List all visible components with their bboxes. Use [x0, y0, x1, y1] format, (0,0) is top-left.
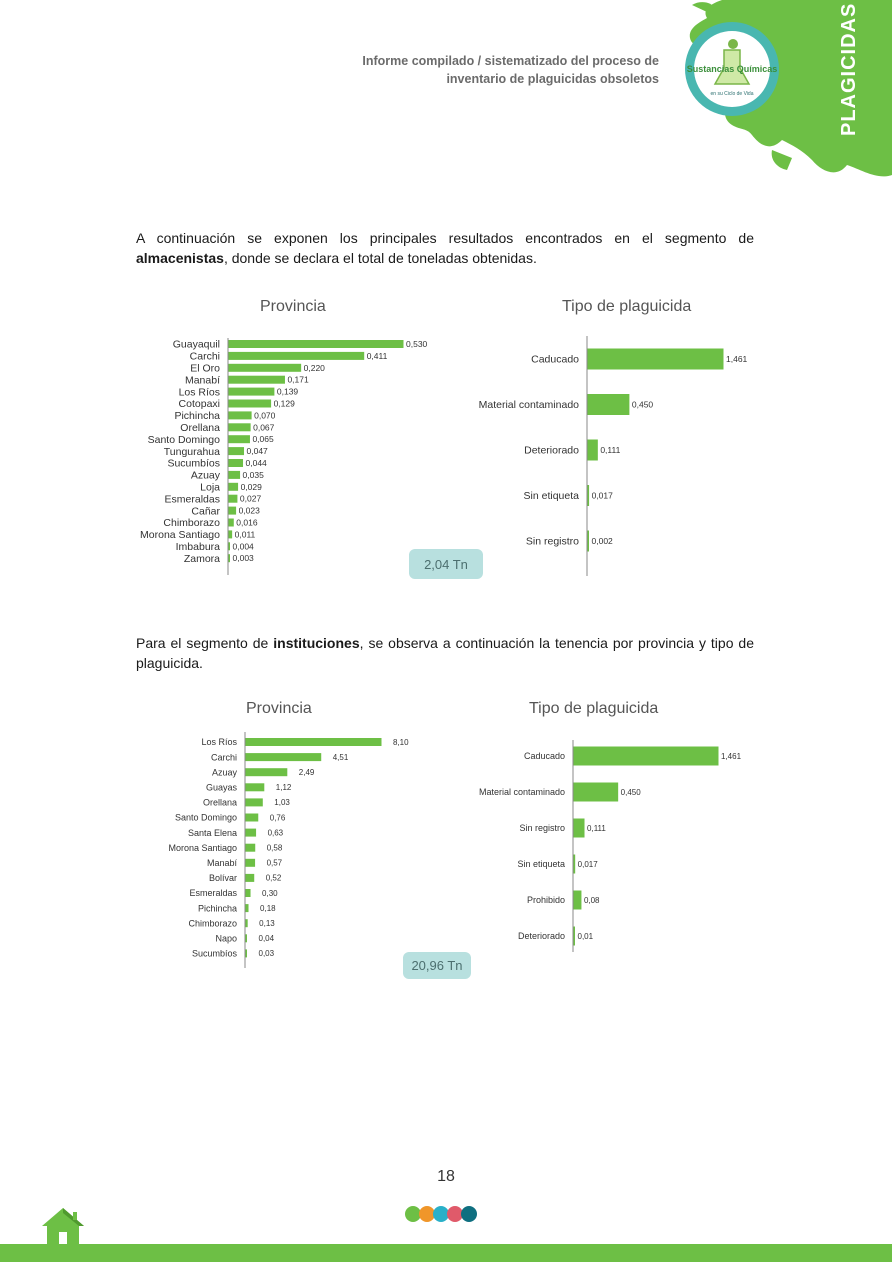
chart1-bar: [229, 495, 238, 503]
chart1-title: Provincia: [260, 298, 326, 315]
chart1-category-label: Manabí: [184, 374, 220, 387]
chart4-bar: [574, 819, 585, 838]
chart1-category-label: Tungurahua: [163, 445, 220, 458]
chart2-category-label: Material contaminado: [478, 399, 579, 412]
chart3-bar: [246, 859, 256, 867]
chart4-value-label: 1,461: [721, 751, 742, 761]
chart1-bar: [229, 471, 241, 479]
section1-intro: A continuación se exponen los principales resultados encontrados en el segmento de: [136, 230, 754, 246]
chart4-bar: [574, 783, 619, 802]
chart1-category-label: Pichincha: [174, 410, 220, 423]
chart3-category-label: Guayas: [205, 782, 237, 793]
chart3-bar: [246, 949, 248, 957]
chart3-bar: [246, 904, 249, 912]
chart1-value-label: 0,530: [406, 338, 428, 349]
chart2-category-label: Caducado: [531, 353, 579, 366]
chart1-value-label: 0,047: [246, 446, 268, 457]
chart3-value-label: 0,13: [259, 919, 275, 928]
chart1-category-label: Morona Santiago: [140, 529, 220, 542]
chart3-value-label: 2,49: [298, 768, 315, 777]
chart4-category-label: Sin registro: [519, 823, 565, 834]
chart1-category-label: Carchi: [189, 350, 220, 363]
chart1-value-label: 0,411: [366, 350, 388, 361]
chart3-category-label: Los Ríos: [201, 737, 237, 748]
chart1-value-label: 0,070: [254, 410, 276, 421]
chart1-bar: [229, 459, 244, 467]
chart3-category-label: Napo: [215, 933, 237, 944]
chart3-category-label: Santa Elena: [187, 827, 237, 838]
chart1-value-label: 0,035: [242, 469, 264, 480]
chart3-bar: [246, 844, 256, 852]
chart3-category-label: Santo Domingo: [174, 812, 237, 823]
chart1-value-label: 0,129: [273, 398, 295, 409]
section2-rest: , se observa a continuación la tenencia por provincia y tipo de plaguicida.: [136, 635, 754, 671]
chart1-category-label: Azuay: [190, 469, 220, 482]
chart4-category-label: Deteriorado: [517, 931, 565, 942]
chart4-category-label: Sin etiqueta: [517, 859, 565, 870]
chart3-category-label: Esmeraldas: [189, 888, 237, 899]
chart2-bar: [588, 485, 590, 506]
chart3-title: Provincia: [246, 700, 312, 717]
chart2-bar: [588, 531, 590, 552]
chart3-bar: [246, 934, 248, 942]
chart3-value-label: 8,10: [393, 737, 409, 747]
chart3-value-label: 1,12: [275, 783, 292, 793]
page-number: 18: [437, 1168, 455, 1185]
chart3-bar: [246, 753, 322, 761]
chart1-bar: [229, 388, 275, 396]
chart3-bar: [246, 798, 263, 806]
chart1-value-label: 0,029: [240, 481, 262, 492]
chart1-value-label: 0,220: [303, 362, 325, 373]
chart1-category-label: Imbabura: [175, 540, 220, 553]
chart3-bar: [246, 874, 255, 882]
chart3-bar: [246, 814, 259, 822]
chart3-bar: [246, 919, 248, 927]
chart4-category-label: Prohibido: [526, 895, 565, 906]
color-dots: [405, 1206, 475, 1222]
chart1-value-label: 0,044: [245, 457, 267, 468]
chart3-bar: [246, 889, 251, 897]
chart4-category-label: Material contaminado: [478, 787, 565, 798]
chart1-category-label: Cañar: [191, 505, 220, 518]
chart1-value-label: 0,067: [253, 422, 275, 433]
chart2-bar: [588, 349, 724, 370]
chart3-value-label: 0,03: [258, 949, 275, 959]
chart3-category-label: Chimborazo: [188, 918, 237, 929]
chart1-value-label: 0,139: [276, 386, 299, 397]
chart3-category-label: Sucumbíos: [191, 948, 237, 959]
chart1-bar: [229, 340, 404, 348]
chart1-bar: [229, 447, 245, 455]
chart3-category-label: Pichincha: [197, 903, 237, 914]
seal-subtitle: en su Ciclo de Vida: [710, 91, 754, 97]
footer-dot: [461, 1206, 477, 1222]
header-line-1: Informe compilado / sistematizado del proceso de: [362, 54, 659, 68]
chart4-bar: [574, 891, 582, 910]
chart4-bar: [574, 747, 719, 766]
chart2-value-label: 1,461: [726, 353, 748, 364]
chart3-value-label: 0,58: [266, 843, 283, 853]
chart1-value-label: 0,004: [232, 541, 254, 552]
chart1-value-label: 0,171: [287, 374, 309, 385]
chart4-value-label: 0,01: [577, 931, 594, 941]
chart3-value-label: 0,63: [267, 828, 284, 838]
chart1-bar: [229, 519, 234, 527]
chart3-category-label: Bolívar: [208, 873, 237, 884]
chart1-value-label: 0,003: [232, 553, 254, 564]
chart3-value-label: 0,04: [258, 934, 275, 944]
chart2-value-label: 0,017: [591, 490, 613, 501]
section1-total-badge: 2,04 Tn: [409, 549, 483, 579]
chart2-category-label: Sin etiqueta: [523, 490, 579, 503]
section2-intro: Para el segmento de: [136, 635, 274, 651]
chart2-bar: [588, 440, 598, 461]
chart3-bar: [246, 768, 288, 776]
section2-bold-term: instituciones: [273, 635, 360, 651]
chart2-title: Tipo de plaguicida: [562, 298, 692, 315]
chart1-bar: [229, 411, 252, 419]
seal-title: Sustancias Químicas: [686, 64, 778, 74]
chart1-bar: [229, 400, 272, 408]
chart4-bar: [574, 855, 576, 874]
chart1-value-label: 0,011: [234, 529, 256, 540]
section1-bold-term: almacenistas: [136, 250, 224, 266]
chart1-category-label: Loja: [200, 481, 220, 494]
chart1-category-label: El Oro: [190, 362, 220, 375]
chart4-value-label: 0,450: [620, 787, 641, 797]
chart4-bar: [574, 927, 576, 946]
chart1-category-label: Esmeraldas: [164, 493, 220, 506]
chart1-category-label: Los Ríos: [178, 386, 220, 399]
chart3-value-label: 4,51: [332, 752, 349, 762]
chart2-category-label: Sin registro: [525, 535, 579, 548]
chart3-bar: [246, 829, 257, 837]
bottom-green-bar: [0, 1244, 892, 1262]
chart1-bar: [229, 376, 285, 384]
chart1-category-label: Zamora: [183, 552, 220, 565]
chart1-bar: [229, 364, 302, 372]
chart2-value-label: 0,002: [591, 535, 613, 546]
chart3-bar: [246, 783, 265, 791]
chart2-value-label: 0,450: [631, 399, 654, 410]
chart3-category-label: Orellana: [202, 797, 237, 808]
chart1-category-label: Sucumbíos: [167, 457, 220, 470]
chart4-title: Tipo de plaguicida: [529, 700, 659, 717]
chart4-value-label: 0,08: [583, 895, 600, 905]
section2-total-badge: 20,96 Tn: [403, 952, 471, 979]
chart1-category-label: Chimborazo: [163, 517, 220, 530]
chart4-value-label: 0,017: [577, 859, 598, 869]
chart1-bar: [229, 554, 231, 562]
chart1-category-label: Cotopaxi: [178, 398, 220, 411]
chart2-category-label: Deteriorado: [524, 444, 579, 457]
chart1-value-label: 0,016: [236, 517, 258, 528]
home-icon[interactable]: [40, 1206, 86, 1246]
chart1-value-label: 0,023: [238, 505, 260, 516]
chart1-value-label: 0,065: [252, 434, 274, 445]
chart1-bar: [229, 507, 237, 515]
chart3-value-label: 0,57: [266, 858, 283, 868]
chart4-category-label: Caducado: [523, 751, 565, 762]
chart1-bar: [229, 352, 365, 360]
chart1-bar: [229, 435, 250, 443]
chart2-bar: [588, 394, 630, 415]
chart3-category-label: Manabí: [206, 857, 237, 868]
chart3-value-label: 0,76: [269, 813, 286, 823]
header-line-2: inventario de plaguicidas obsoletos: [446, 72, 659, 86]
chart1-bar: [229, 542, 231, 550]
chart4-value-label: 0,111: [587, 823, 606, 833]
chart1-category-label: Santo Domingo: [147, 433, 220, 446]
chart3-value-label: 0,18: [260, 903, 276, 913]
chart1-category-label: Orellana: [180, 421, 220, 434]
chart2-value-label: 0,111: [600, 444, 621, 455]
chart1-bar: [229, 483, 239, 491]
chart1-bar: [229, 423, 251, 431]
chart3-category-label: Carchi: [210, 752, 237, 763]
chart1-category-label: Guayaquil: [172, 338, 220, 351]
chart3-bar: [246, 738, 382, 746]
chart3-category-label: Morona Santiago: [168, 842, 237, 853]
chart1-value-label: 0,027: [239, 493, 262, 504]
chart3-value-label: 0,52: [265, 873, 282, 883]
chart1-bar: [229, 530, 233, 538]
chart3-category-label: Azuay: [211, 767, 237, 778]
side-section-label: PLAGICIDAS: [838, 2, 860, 136]
chart3-value-label: 0,30: [262, 888, 278, 898]
section1-rest: , donde se declara el total de toneladas obtenidas.: [223, 250, 537, 266]
chart3-value-label: 1,03: [274, 798, 290, 808]
